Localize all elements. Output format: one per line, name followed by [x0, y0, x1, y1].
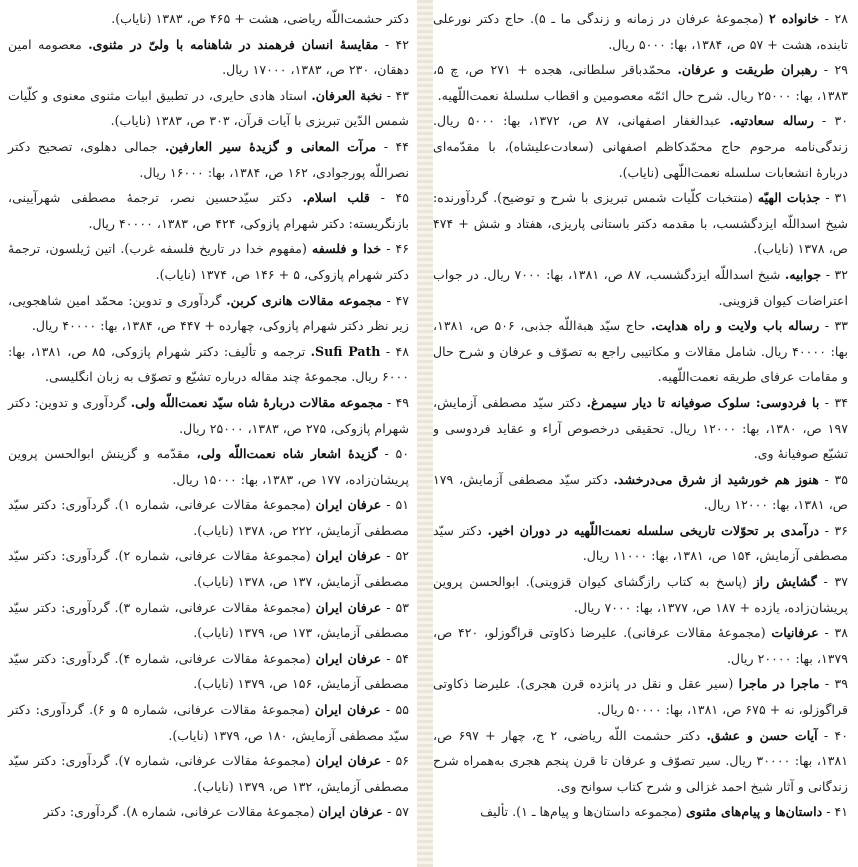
entry-details: (مفهوم خدا در تاریخ فلسفه غرب). اتین ژیلسون، ترجمهٔ دکتر شهرام پازوکی، ۵ + ۱۴۶ ص، ۱۳۷۴ (نایاب).: [8, 241, 409, 282]
entry-details: گردآوری و تدوین: دکتر شهرام پازوکی، ۲۷۵ ص، ۱۳۸۳، ۲۵۰۰۰ ریال.: [8, 394, 409, 436]
catalog-entry: [433, 262, 848, 313]
entry-title: با فردوسی: سلوک صوفیانه تا دیار سیمرغ.: [586, 394, 820, 410]
entry-details: (پاسخ به کتاب رازگشای کیوان قزوینی). ابوالحسن پروین پریشان‌زاده، یازده + ۱۸۷ ص، ۱۳۷۷، بها: ۷۰۰۰ ریال.: [433, 574, 848, 615]
catalog-entry: [8, 6, 409, 32]
entry-title: نخبة العرفان.: [311, 87, 383, 103]
left-column: [0, 0, 417, 867]
entry-details: (مجموعه داستان‌ها و پیام‌ها ـ ۱). تألیف: [480, 804, 682, 820]
catalog-entry: [8, 339, 409, 390]
entry-number: ۵۴ -: [386, 650, 409, 666]
entry-title: جذبات الهیّه: [757, 190, 821, 206]
catalog-entry: [433, 6, 848, 57]
entry-title: خدا و فلسفه: [311, 241, 382, 257]
entry-number: ۳۷ -: [823, 574, 848, 590]
catalog-entry: [433, 57, 848, 108]
entry-number: ۳۵ -: [824, 471, 848, 487]
catalog-entry: [433, 467, 848, 518]
entry-title: مجموعه مقالات هانری کربن.: [226, 292, 382, 308]
catalog-entry: [8, 236, 409, 287]
entry-details: دکتر سیّد مصطفی آزمایش، ۱۹۷ ص، ۱۳۸۰، بها: ۱۲۰۰۰ ریال. تحقیقی درخصوص آراء و عقاید فردوسی و تشیّع صوفیانهٔ وی.: [433, 394, 849, 462]
entry-title: مرآت المعانی و گزیدهٔ سیر العارفین.: [164, 138, 377, 154]
entry-number: ۴۳ -: [386, 87, 410, 103]
entry-details: (مجموعهٔ مقالات عرفانی، شماره ۵ و ۶). گردآوری: دکتر سیّد مصطفی آزمایش، ۱۸۰ ص، ۱۳۷۹ (نایاب).: [8, 702, 409, 743]
catalog-entry: [8, 185, 409, 236]
catalog-entry: [8, 748, 409, 799]
catalog-entry: [8, 799, 409, 825]
entry-details: (سیر عقل و نقل در پانزده قرن هجری). علیرضا ذکاوتی قراگوزلو، نه + ۶۷۵ ص، ۱۳۸۱، بها: ۵۰۰۰۰ ریال.: [433, 676, 848, 718]
catalog-entry: [433, 569, 848, 620]
entry-title: عرفانیات: [771, 625, 819, 641]
entry-details: استاد هادی حایری، در تطبیق ابیات مثنوی معنوی و کلّیات شمس الدّین تبریزی با آیات قرآن، ۳۰۳ ص، ۱۳۸۳ (نایاب).: [8, 87, 409, 129]
catalog-entry: [8, 288, 409, 339]
entry-title: عرفان ایران: [315, 753, 382, 769]
catalog-entry: [433, 620, 848, 671]
entry-title: رساله سعادتیه.: [729, 113, 814, 129]
entry-title: جوابیه.: [784, 266, 822, 282]
entry-details: (مجموعهٔ مقالات عرفانی، شماره ۳). گردآوری: دکتر سیّد مصطفی آزمایش، ۱۷۳ ص، ۱۳۷۹ (نایاب).: [8, 599, 409, 641]
entry-details: محمّدباقر سلطانی، هجده + ۲۷۱ ص، چ ۵، ۱۳۸۳، بها: ۲۵۰۰۰ ریال. شرح حال ائمّه معصومین و اقطاب سلسلهٔ نعمت‌اللّهیه.: [433, 62, 848, 103]
catalog-entry: [8, 543, 409, 594]
entry-number: ۴۵ -: [380, 190, 409, 206]
entry-details: (مجموعهٔ مقالات عرفانی، شماره ۲). گردآوری: دکتر سیّد مصطفی آزمایش، ۱۳۷ ص، ۱۳۷۸ (نایاب).: [8, 548, 409, 590]
entry-title: داستان‌ها و پیام‌های مثنوی: [685, 804, 823, 820]
entry-title: عرفان ایران: [315, 650, 382, 666]
right-column: [417, 0, 858, 867]
entry-details: (مجموعهٔ مقالات عرفانی، شماره ۷). گردآوری: دکتر سیّد مصطفی آزمایش، ۱۳۲ ص، ۱۳۷۹ (نایاب).: [8, 753, 409, 794]
entry-title: Sufi Path.: [310, 343, 381, 359]
entry-details: دکتر حشمت اللّه ریاضی، ۲ ج، چهار + ۶۹۷ ص، ۱۳۸۱، بها: ۳۰۰۰۰ ریال. سیر تصوّف و عرفان تا قرن پنجم هجری به‌همراه شرح زندگانی و آثار شیخ احمد غزالی و شرح کتاب سوانح وی.: [433, 727, 849, 794]
entry-details: جمالی دهلوی، تصحیح دکتر نصراللّه پورجوادی، ۱۶۲ ص، ۱۳۸۴، بها: ۱۶۰۰۰ ریال.: [8, 138, 409, 180]
entry-number: ۳۸ -: [824, 625, 848, 641]
entry-title: ماجرا در ماجرا: [738, 676, 820, 692]
entry-number: ۵۱ -: [386, 497, 409, 513]
entry-details: معصومه امین دهقان، ۲۳۰ ص، ۱۳۸۳، ۱۷۰۰۰ ریال.: [8, 36, 409, 78]
entry-number: ۵۰ -: [384, 446, 409, 462]
entry-title: خانواده ۲: [768, 11, 820, 26]
entry-title: عرفان ایران: [314, 702, 381, 718]
catalog-entry: [8, 492, 409, 543]
entry-number: ۳۲ -: [825, 266, 848, 282]
catalog-entry: [433, 390, 848, 467]
catalog-entry: [433, 723, 848, 800]
entry-number: ۵۵ -: [385, 702, 409, 718]
entry-details: دکتر سیّدحسین نصر، ترجمهٔ مصطفی شهرآیینی، بازنگریسته: دکتر شهرام پازوکی، ۴۲۴ ص، ۱۳۸۳، ۴۰۰۰۰ ریال.: [8, 190, 409, 231]
entry-number: ۳۱ -: [825, 190, 849, 206]
entry-number: ۵۶ -: [386, 753, 409, 769]
entry-title: گزیدهٔ اشعار شاه نعمت‌اللّه ولی،: [196, 446, 378, 462]
catalog-entry: [433, 518, 848, 569]
entry-details: (مجموعهٔ مقالات عرفانی، شماره ۱). گردآوری: دکتر سیّد مصطفی آزمایش، ۲۲۲ ص، ۱۳۷۸ (نایاب).: [8, 497, 409, 538]
entry-number: ۲۸ -: [824, 11, 848, 26]
entry-number: ۴۶ -: [386, 241, 409, 257]
entry-details: عبدالغفار اصفهانی، ۸۷ ص، ۱۳۷۲، بها: ۵۰۰۰ ریال. زندگی‌نامه مرحوم حاج محمّدکاظم اصفهانی (سعادت‌علیشاه)، با مقدّمه‌ای دربارهٔ انشعابات سلسله نعمت‌اللّهی (نایاب).: [433, 113, 848, 180]
entry-details: (منتخبات کلّیات شمس تبریزی با شرح و توضیح). گردآورنده: شیخ اسداللّه ایزدگشسب، با مقدمه دکتر باستانی پاریزی، هفتاد و شش + ۴۷۴ ص، ۱۳۷۸ (نایاب).: [433, 190, 848, 257]
entry-number: ۲۹ -: [823, 62, 849, 78]
entry-title: هنوز هم خورشید از شرق می‌درخشد.: [613, 471, 819, 487]
entry-details: (مجموعهٔ عرفان در زمانه و زندگی ما ـ ۵). حاج دکتر نورعلی تابنده، هشت + ۵۷ ص، ۱۳۸۴، بها: ۵۰۰۰ ریال.: [433, 11, 848, 52]
entry-number: ۳۳ -: [824, 318, 848, 334]
entry-number: ۵۷ -: [387, 804, 409, 820]
entry-number: ۵۲ -: [386, 548, 409, 564]
catalog-entry: [433, 799, 848, 825]
catalog-entry: [8, 390, 409, 441]
entry-details: دکتر حشمت‌اللّه ریاضی، هشت + ۴۶۵ ص، ۱۳۸۳ (نایاب).: [111, 11, 409, 26]
entry-details: (مجموعهٔ مقالات عرفانی، شماره ۸). گردآوری: دکتر: [43, 804, 315, 820]
catalog-entry: [433, 671, 848, 722]
entry-title: عرفان ایران: [315, 548, 382, 564]
catalog-entry: [8, 83, 409, 134]
entry-details: مقدّمه و گزینش ابوالحسن پروین پریشان‌زاده، ۱۷۷ ص، ۱۳۸۳، بها: ۱۵۰۰۰ ریال.: [8, 446, 409, 487]
entry-number: ۳۴ -: [824, 394, 848, 410]
entry-number: ۴۸ -: [385, 343, 409, 359]
entry-title: عرفان ایران: [318, 804, 384, 820]
entry-title: درآمدی بر تحوّلات تاریخی سلسله نعمت‌اللّهیه در دوران اخیر.: [487, 522, 820, 538]
entry-details: (مجموعهٔ مقالات عرفانی). علیرضا ذکاوتی قراگوزلو، ۴۲۰ ص، ۱۳۷۹، بها: ۲۰۰۰۰ ریال.: [433, 625, 848, 666]
entry-number: ۳۰ -: [822, 113, 848, 129]
entry-title: عرفان ایران: [315, 599, 382, 615]
catalog-entry: [8, 697, 409, 748]
catalog-entry: [433, 108, 848, 185]
entry-title: مجموعه مقالات دربارهٔ شاه سیّد نعمت‌اللّه ولی.: [130, 394, 383, 410]
entry-number: ۴۲ -: [384, 36, 410, 52]
entry-details: (مجموعهٔ مقالات عرفانی، شماره ۴). گردآوری: دکتر سیّد مصطفی آزمایش، ۱۵۶ ص، ۱۳۷۹ (نایاب).: [8, 650, 409, 692]
entry-number: ۵۳ -: [386, 599, 409, 615]
entry-title: قلب اسلام.: [302, 190, 370, 206]
entry-number: ۴۹ -: [387, 394, 409, 410]
catalog-entry: [433, 185, 848, 262]
entry-number: ۳۶ -: [824, 522, 848, 538]
entry-number: ۴۱ -: [826, 804, 848, 820]
entry-number: ۴۰ -: [823, 727, 848, 743]
entry-details: حاج سیّد هبةاللّه جذبی، ۵۰۶ ص، ۱۳۸۱، بها: ۴۰۰۰۰ ریال. شامل مقالات و مکاتیبی راجع به تصوّف و عرفان و شرح حال و مقامات عرفای طریقه نعمت‌اللّهیه.: [433, 318, 848, 385]
entry-number: ۳۹ -: [824, 676, 848, 692]
catalog-entry: [8, 441, 409, 492]
catalog-entry: [8, 32, 409, 83]
entry-title: عرفان ایران: [315, 497, 382, 513]
entry-title: گشایش راز: [753, 574, 817, 590]
entry-number: ۴۴ -: [383, 138, 409, 154]
entry-title: رساله باب ولایت و راه هدایت.: [651, 318, 820, 334]
entry-details: دکتر سیّد مصطفی آزمایش، ۱۵۴ ص، ۱۳۸۱، بها: ۱۱۰۰۰ ریال.: [433, 522, 848, 564]
entry-title: مقایسهٔ انسان فرهمند در شاهنامه با ولیّ در مثنوی.: [88, 36, 379, 52]
entry-details: گردآوری و تدوین: محمّد امین شاهجویی، زیر نظر دکتر شهرام پازوکی، چهارده + ۴۴۷ ص، ۱۳۸۴، بها: ۴۰۰۰۰ ریال.: [8, 292, 409, 334]
catalog-entry: [8, 134, 409, 185]
entry-title: رهبران طریقت و عرفان.: [677, 62, 818, 78]
catalog-entry: [433, 313, 848, 390]
entry-details: شیخ اسداللّه ایزدگشسب، ۸۷ ص، ۱۳۸۱، بها: ۷۰۰۰ ریال. در جواب اعتراضات کیوان قزوینی.: [433, 266, 848, 308]
catalog-entry: [8, 646, 409, 697]
catalog-entry: [8, 595, 409, 646]
entry-title: آیات حسن و عشق.: [706, 727, 818, 743]
entry-number: ۴۷ -: [386, 292, 409, 308]
entry-details: ترجمه و تألیف: دکتر شهرام پازوکی، ۸۵ ص، ۱۳۸۱، بها: ۶۰۰۰ ریال. مجموعهٔ چند مقاله درباره تشیّع و تصوّف به زبان انگلیسی.: [8, 343, 409, 385]
entry-details: دکتر سیّد مصطفی آزمایش، ۱۷۹ ص، ۱۳۸۱، بها: ۱۲۰۰۰ ریال.: [433, 471, 848, 513]
